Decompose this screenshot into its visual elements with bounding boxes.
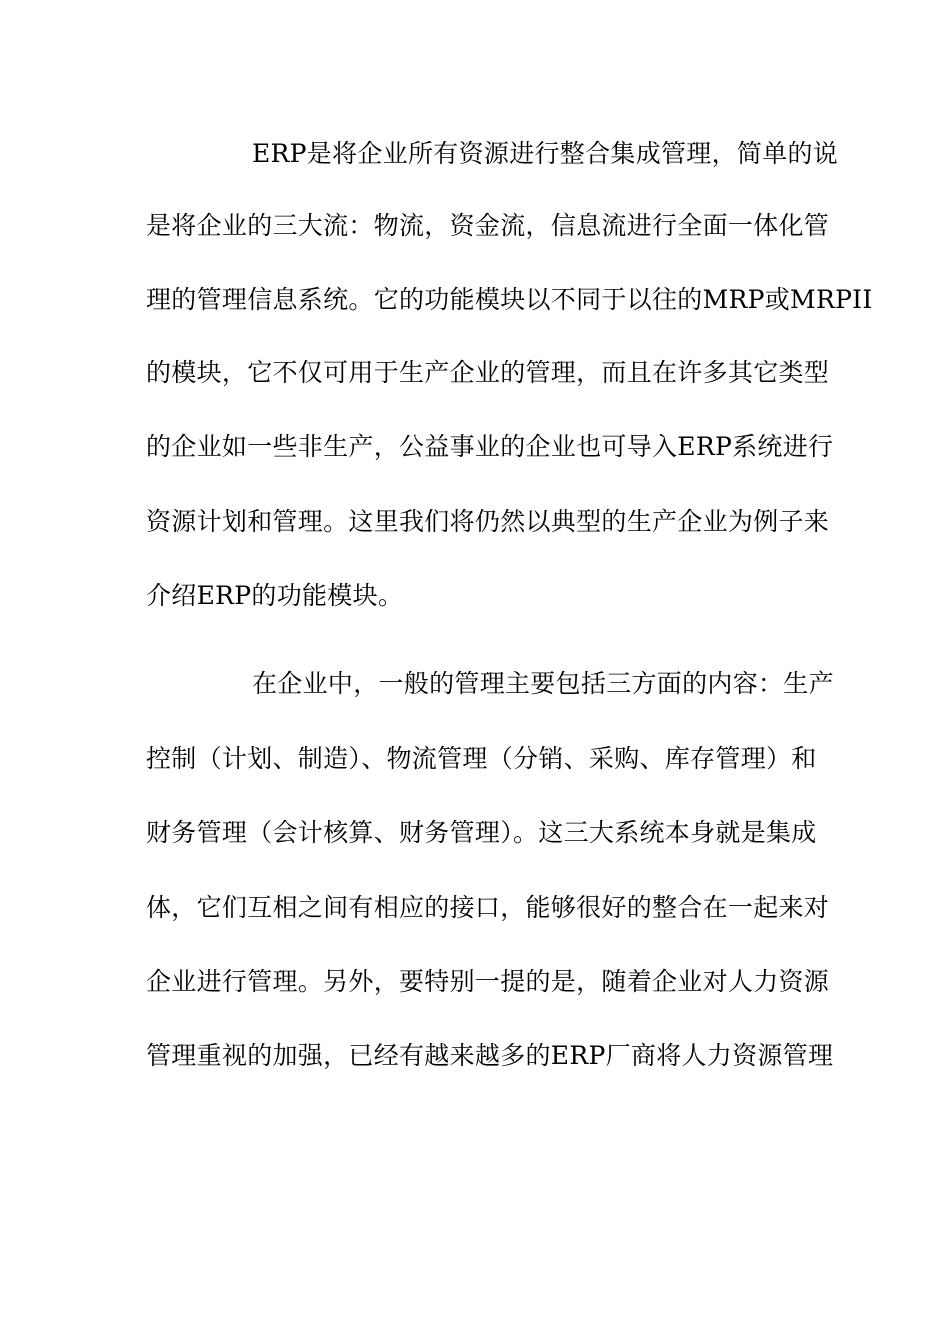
text-line: 介绍ERP的功能模块。 <box>146 581 404 610</box>
text-line: 财务管理（会计核算、财务管理）。这三大系统本身就是集成 <box>146 818 817 847</box>
text-line: 控制（计划、制造）、物流管理（分销、采购、库存管理）和 <box>146 744 817 773</box>
text-line: 资源计划和管理。这里我们将仍然以典型的生产企业为例子来 <box>146 507 830 536</box>
text-line: 企业进行管理。另外，要特别一提的是，随着企业对人力资源 <box>146 967 830 996</box>
text-line: 的模块，它不仅可用于生产企业的管理，而且在许多其它类型 <box>146 358 830 387</box>
text-line: 的企业如一些非生产，公益事业的企业也可导入ERP系统进行 <box>146 432 834 461</box>
text-line: 体，它们互相之间有相应的接口，能够很好的整合在一起来对 <box>146 893 830 922</box>
text-line: 在企业中，一般的管理主要包括三方面的内容：生产 <box>252 669 834 698</box>
text-line: 管理重视的加强，已经有越来越多的ERP厂商将人力资源管理 <box>146 1041 834 1070</box>
text-line: 是将企业的三大流：物流，资金流，信息流进行全面一体化管 <box>146 211 830 240</box>
text-line: 理的管理信息系统。它的功能模块以不同于以往的MRP或MRPII <box>146 285 873 314</box>
text-line: ERP是将企业所有资源进行整合集成管理，简单的说 <box>252 139 839 168</box>
